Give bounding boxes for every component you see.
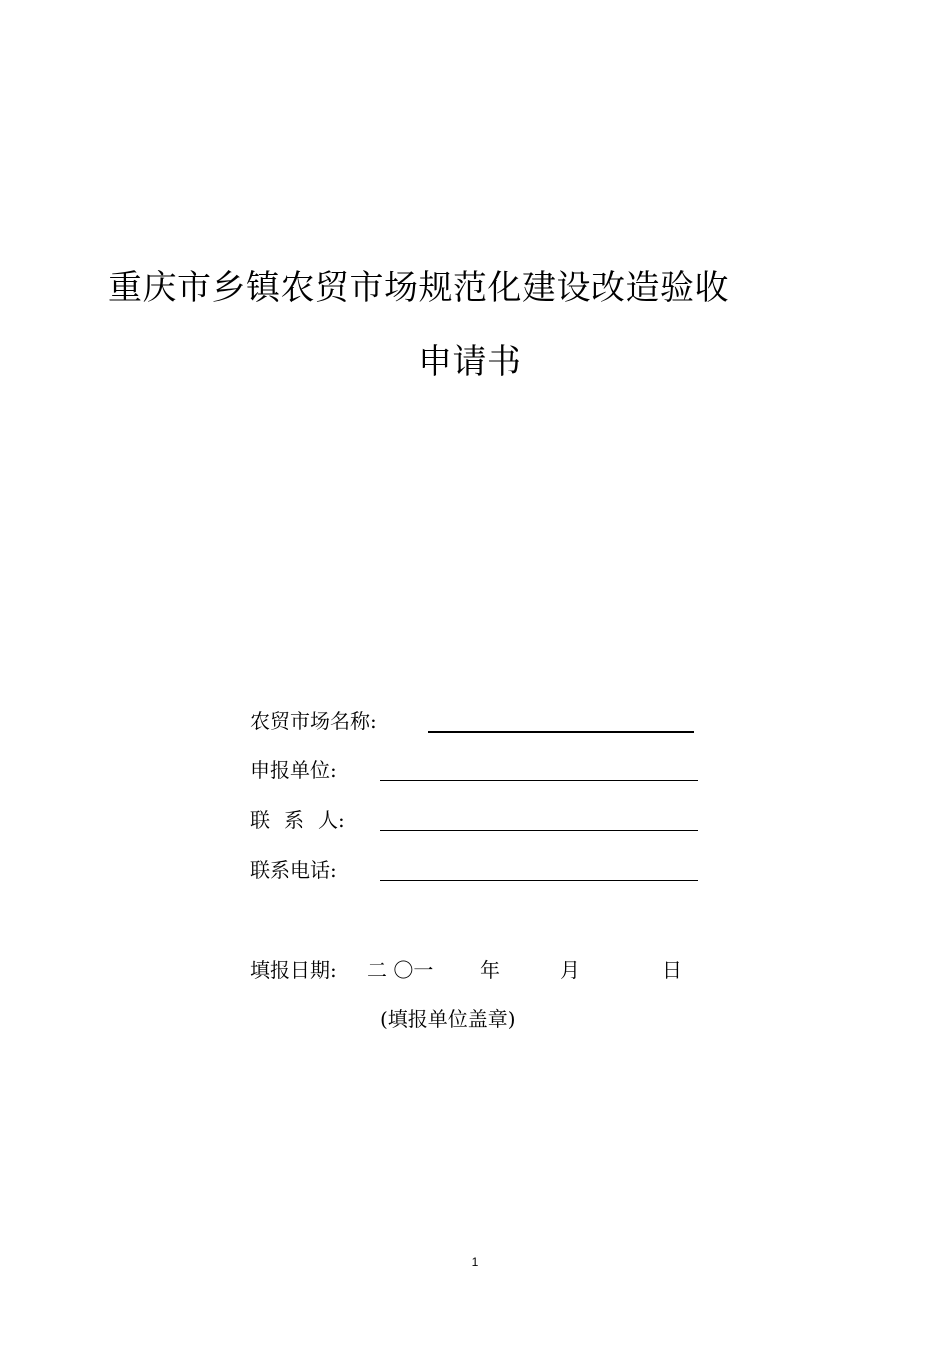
- applicant-label: 申报单位:: [250, 758, 337, 782]
- contact-label-char-2: 系: [284, 808, 304, 832]
- applicant-row: [250, 755, 710, 785]
- phone-field[interactable]: [380, 880, 698, 881]
- market-name-row: [250, 706, 710, 736]
- contact-label-char-3: 人:: [318, 808, 345, 832]
- fill-date-row: [250, 955, 710, 985]
- applicant-field[interactable]: [380, 780, 698, 781]
- page-number: 1: [471, 1255, 479, 1269]
- document-title: 重庆市乡镇农贸市场规范化建设改造验收: [108, 268, 729, 308]
- market-name-label: 农贸市场名称:: [250, 709, 377, 733]
- document-subtitle: 申请书: [418, 342, 522, 382]
- stamp-note: (填报单位盖章): [380, 1007, 516, 1031]
- fill-date-day-unit: 日: [662, 958, 682, 982]
- market-name-field[interactable]: [428, 731, 694, 733]
- fill-date-year-unit: 年: [480, 958, 500, 982]
- phone-label: 联系电话:: [250, 858, 337, 882]
- contact-label: [250, 805, 345, 835]
- fill-date-month-unit: 月: [560, 958, 580, 982]
- contact-row: [250, 805, 710, 835]
- fill-date-label: 填报日期:: [250, 958, 337, 982]
- phone-row: [250, 855, 710, 885]
- contact-field[interactable]: [380, 830, 698, 831]
- fill-date-year-prefix: 二 〇一: [367, 958, 434, 982]
- contact-label-char-1: 联: [250, 808, 270, 832]
